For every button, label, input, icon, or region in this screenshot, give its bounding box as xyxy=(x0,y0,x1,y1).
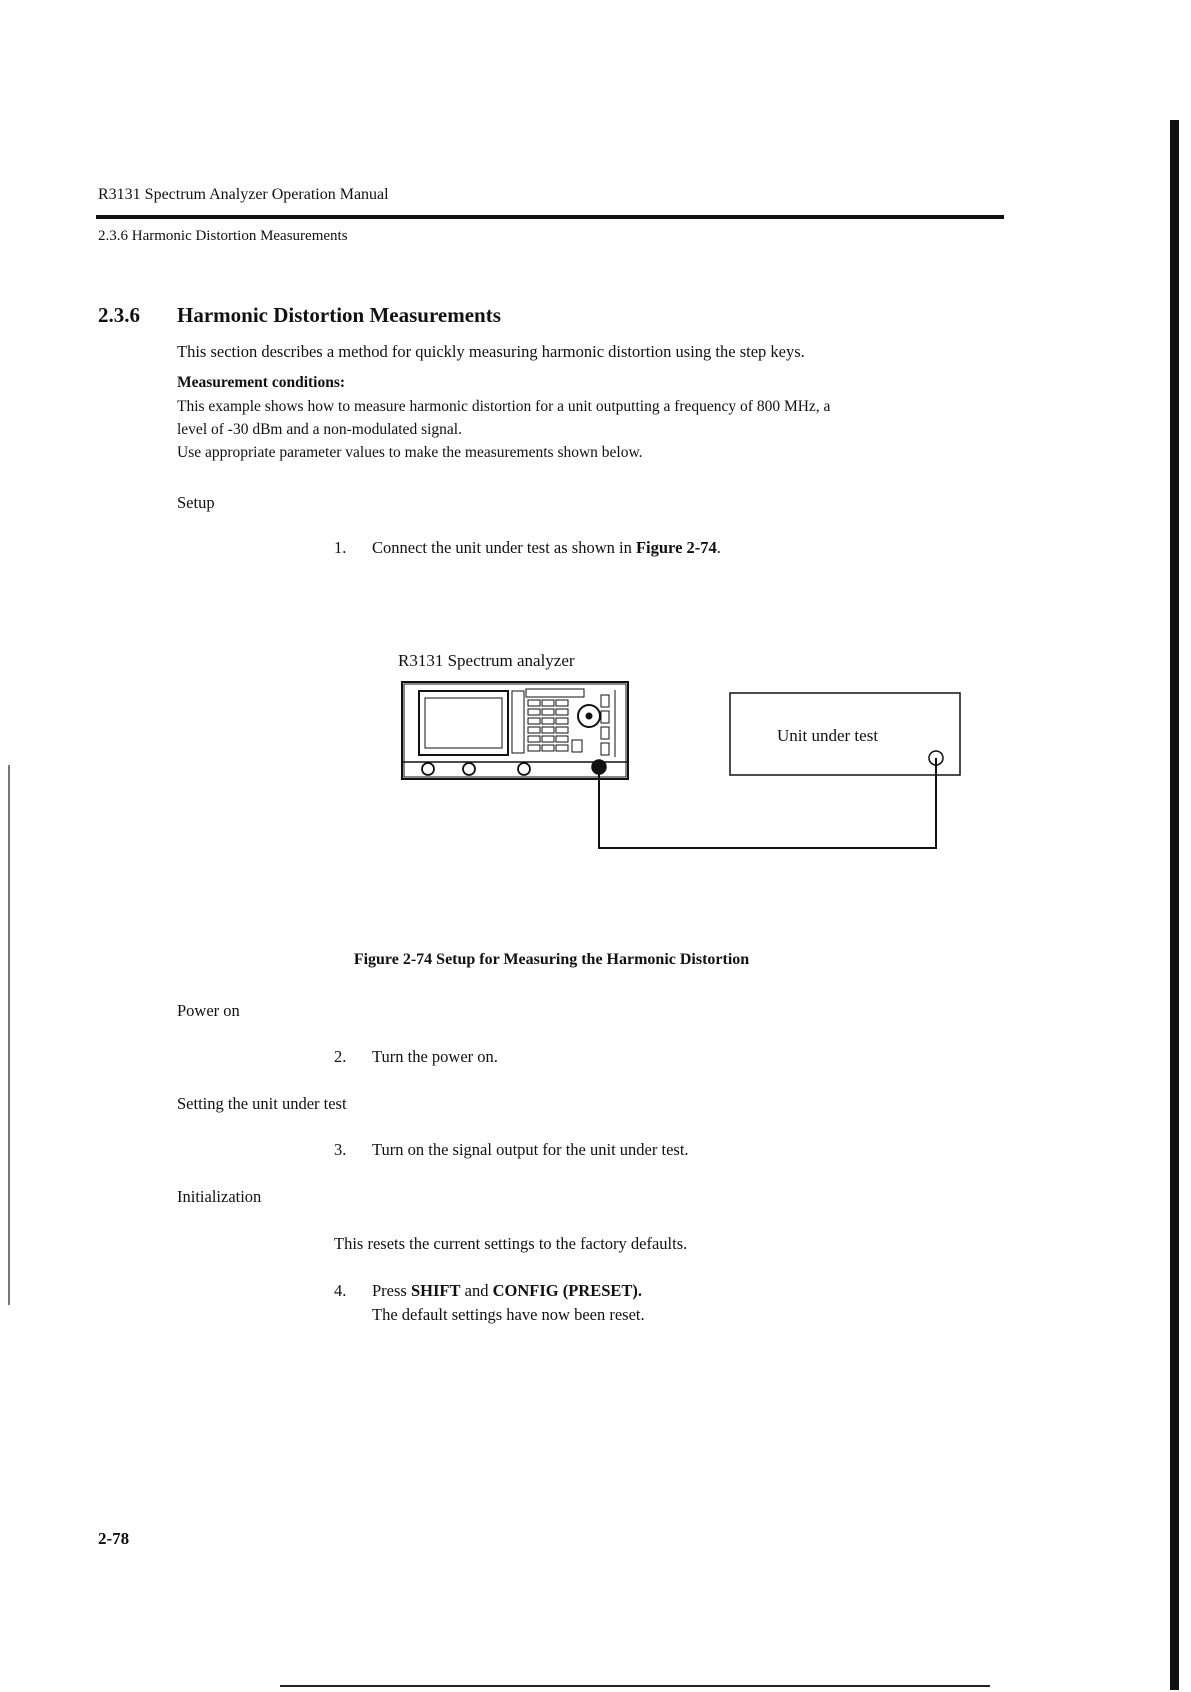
page-number: 2-78 xyxy=(98,1529,130,1548)
setting-unit-label: Setting the unit under test xyxy=(177,1094,347,1113)
conditions-line-1: This example shows how to measure harmonic distortion for a unit outputting a frequency of 800 MHz, a xyxy=(177,398,831,415)
step-4-press: Press xyxy=(372,1281,411,1300)
step-1-end: . xyxy=(716,538,721,557)
shift-key: SHIFT xyxy=(410,1281,461,1300)
step-1-body: Connect the unit under test as shown in xyxy=(372,538,636,557)
figure-reference: Figure 2-74 xyxy=(635,538,717,557)
step-4-and: and xyxy=(460,1281,493,1300)
scan-left-edge xyxy=(8,765,10,1305)
step-4-end: . xyxy=(637,1281,643,1300)
conditions-heading: Measurement conditions: xyxy=(177,374,346,391)
initialization-label: Initialization xyxy=(177,1187,262,1206)
step-1-number: 1. xyxy=(334,538,347,557)
step-3-text: Turn on the signal output for the unit under test. xyxy=(372,1140,689,1159)
running-header-title: R3131 Spectrum Analyzer Operation Manual xyxy=(98,186,389,203)
step-2-number: 2. xyxy=(334,1047,347,1066)
scan-right-edge xyxy=(1170,120,1179,1690)
conditions-line-2: level of -30 dBm and a non-modulated signal. xyxy=(177,421,462,438)
figure-caption: Figure 2-74 Setup for Measuring the Harmonic Distortion xyxy=(353,951,750,968)
step-4-result: The default settings have now been reset. xyxy=(372,1305,645,1324)
power-on-label: Power on xyxy=(177,1001,240,1020)
step-2-text: Turn the power on. xyxy=(372,1047,498,1066)
step-4-text xyxy=(372,1281,642,1301)
running-header-subsection: 2.3.6 Harmonic Distortion Measurements xyxy=(98,228,348,244)
step-4-number: 4. xyxy=(334,1281,347,1300)
initialization-note: This resets the current settings to the factory defaults. xyxy=(334,1234,688,1253)
scan-bottom-line xyxy=(280,1685,990,1687)
config-preset-key: CONFIG (PRESET) xyxy=(492,1281,638,1300)
setup-label: Setup xyxy=(177,493,215,512)
intro-paragraph: This section describes a method for quickly measuring harmonic distortion using the step keys. xyxy=(177,342,805,361)
connection-cable xyxy=(599,758,936,848)
analyzer-label: R3131 Spectrum analyzer xyxy=(398,651,575,670)
section-number: 2.3.6 xyxy=(98,303,140,327)
conditions-line-3: Use appropriate parameter values to make the measurements shown below. xyxy=(177,444,643,461)
unit-under-test-label: Unit under test xyxy=(777,726,879,745)
spectrum-analyzer-drawing xyxy=(402,682,628,779)
step-3-number: 3. xyxy=(334,1140,347,1159)
section-title: Harmonic Distortion Measurements xyxy=(177,303,501,327)
